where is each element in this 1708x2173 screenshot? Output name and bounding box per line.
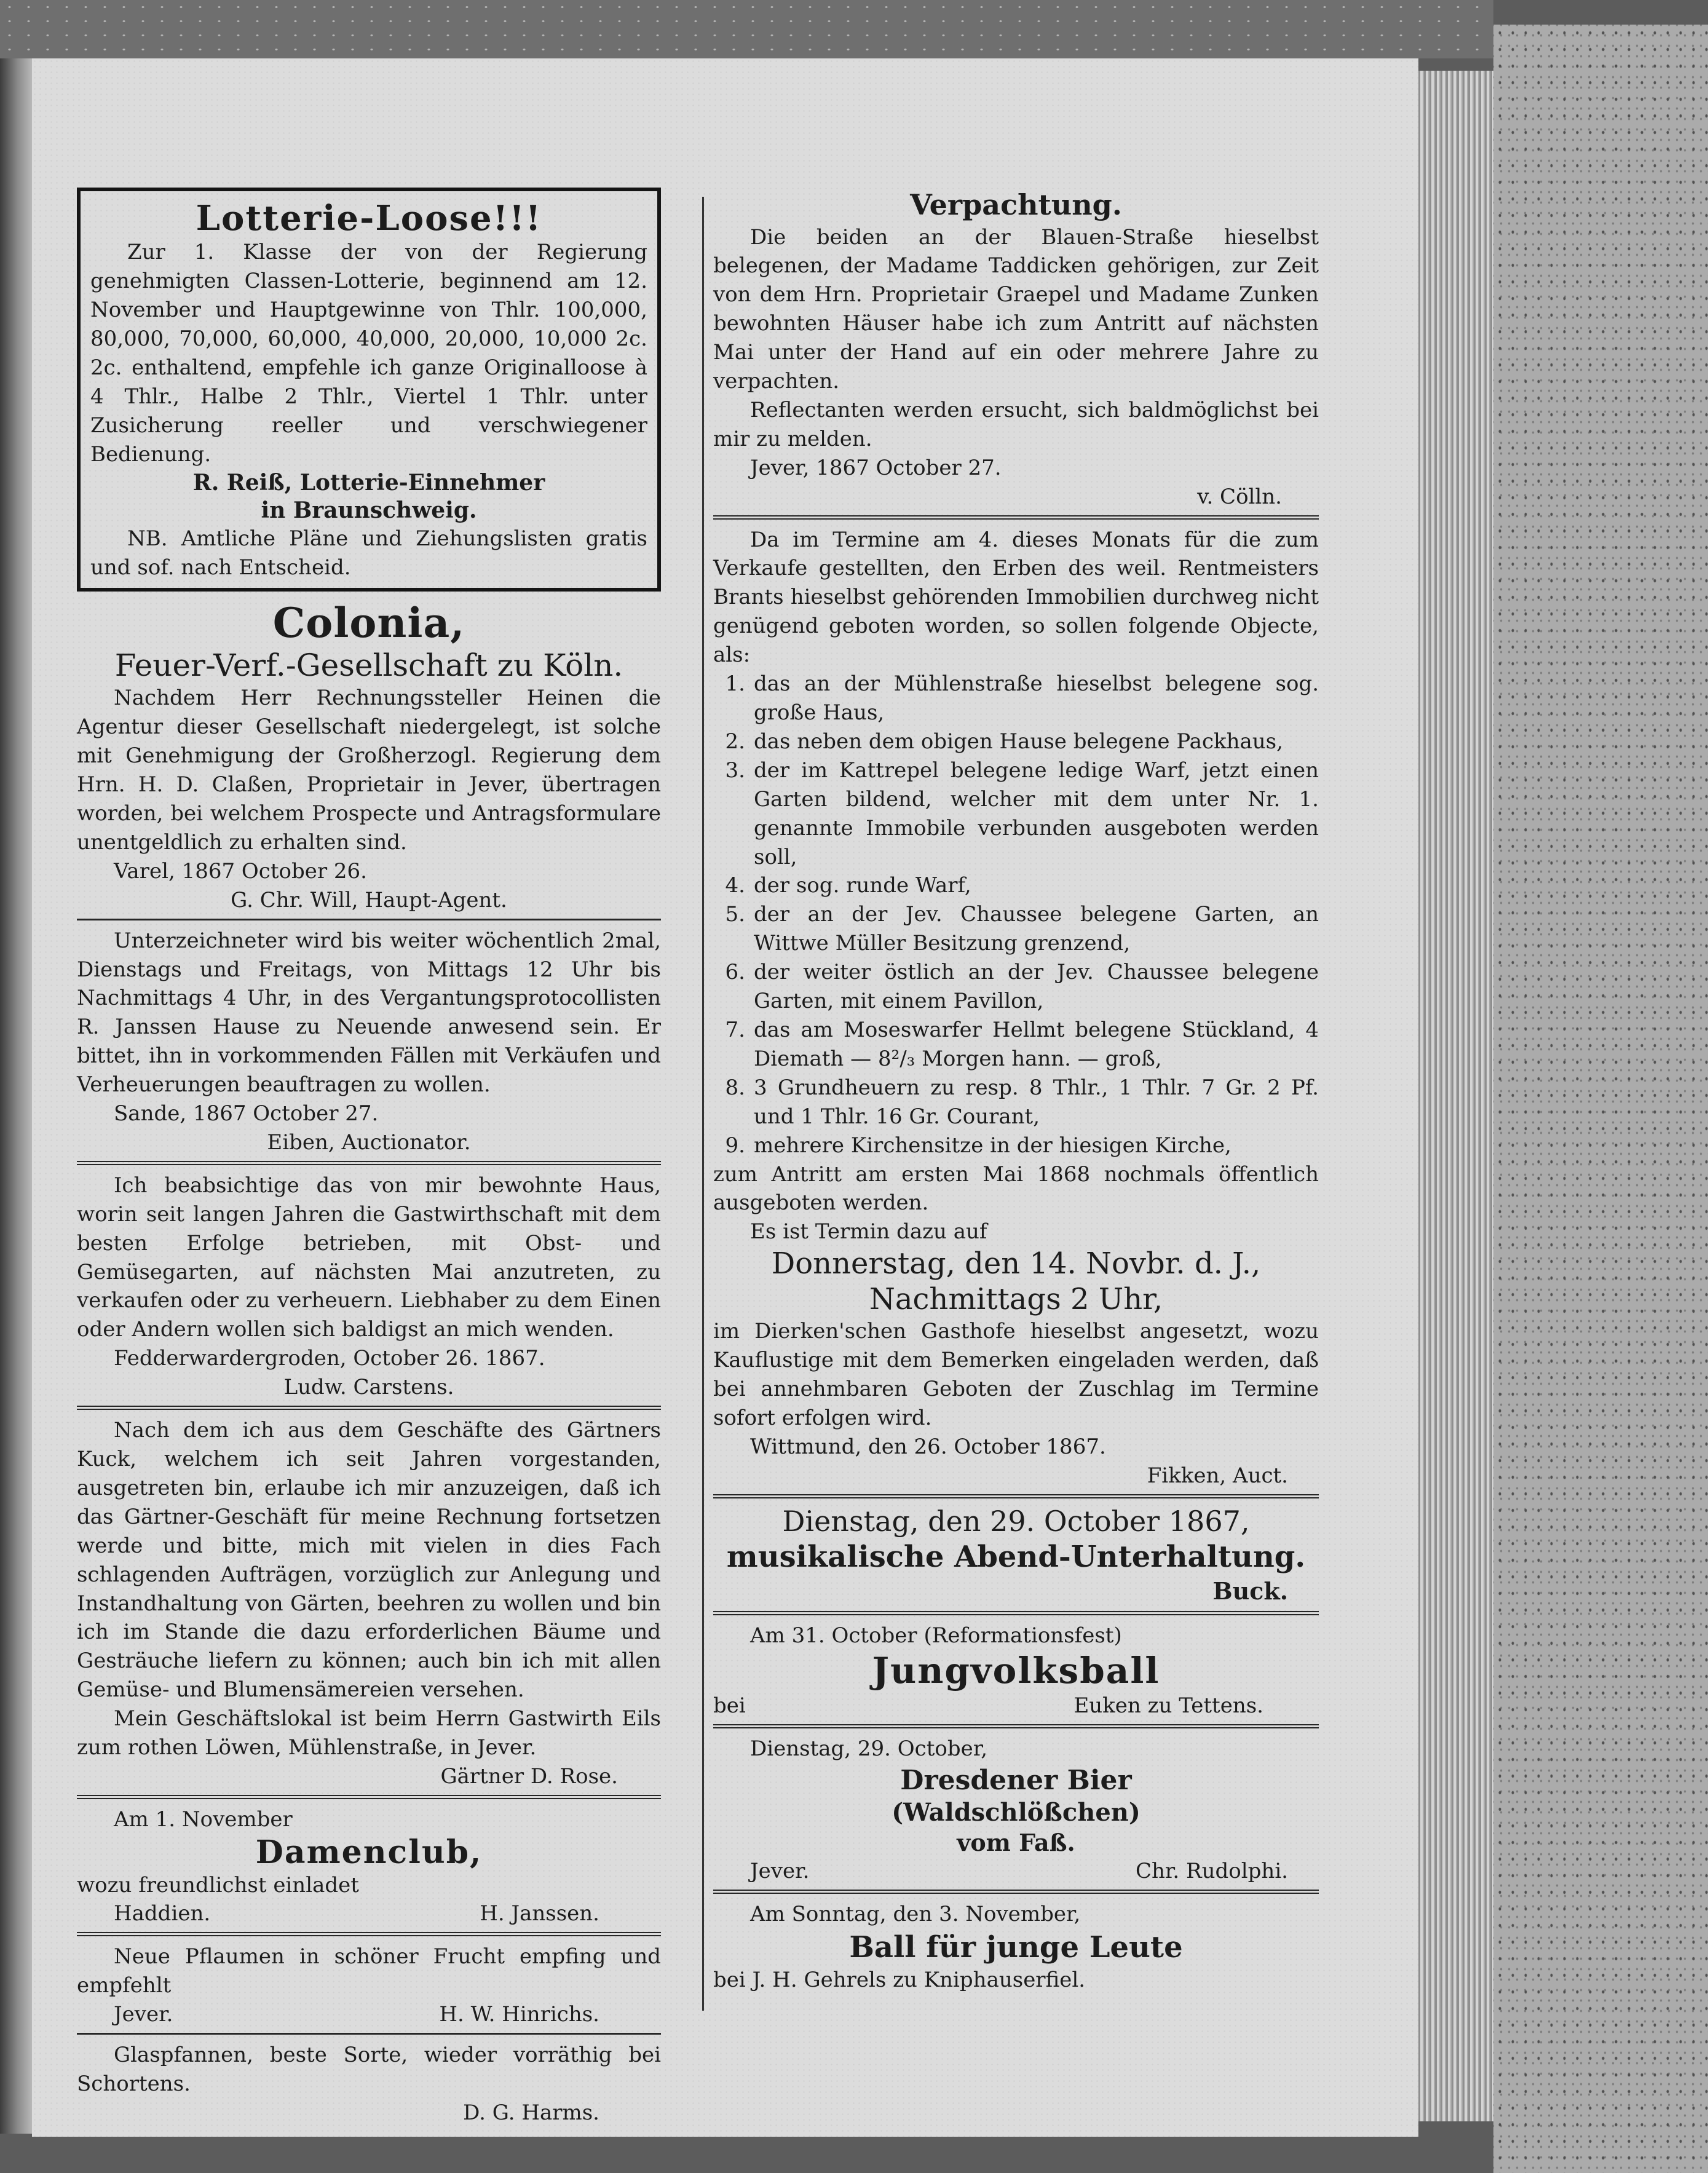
- marbled-cover: [1493, 25, 1708, 2173]
- book-top-edge: [0, 0, 1493, 58]
- buck-date: Dienstag, den 29. October 1867,: [782, 1504, 1250, 1538]
- fikken-dateline: Wittmund, den 26. October 1867.: [750, 1435, 1106, 1460]
- harms-ad: [77, 2041, 661, 2127]
- euken-bei: bei: [713, 1693, 746, 1719]
- damenclub-date: Am 1. November: [114, 1807, 293, 1832]
- fikken-termin: Es ist Termin dazu auf: [750, 1219, 987, 1245]
- rose-signature: Gärtner D. Rose.: [440, 1763, 618, 1789]
- list-item: 3. der im Kattrepel belegene ledige Warf, jetzt einen Garten bildend, welcher mit dem unter Nr. 1. genannte Immobile verbunden ausgeboten werden soll,: [725, 758, 1319, 869]
- rose-ad: [77, 1416, 661, 1799]
- right-column: [713, 188, 1319, 1995]
- harms-signature: D. G. Harms.: [463, 2100, 599, 2125]
- colonia-title: Colonia,: [272, 599, 465, 647]
- hinrichs-ad: [77, 1942, 661, 2035]
- verpachtung-body: Die beiden an der Blauen-Straße hieselbst belegenen, der Madame Taddicken gehörigen, zur Zeit von dem Hrn. Proprietair Graepel und Madame Zunken bewohnten Häuser habe ich zum Antritt auf nächsten Mai unter der Hand auf ein oder mehrere Jahre zu verpachten.: [713, 224, 1319, 394]
- colonia-subtitle: Feuer-Verf.-Gesellschaft zu Köln.: [114, 647, 623, 684]
- carstens-dateline: Fedderwardergroden, October 26. 1867.: [114, 1346, 545, 1371]
- eiben-ad: [77, 927, 661, 1165]
- verpachtung-title: Verpachtung.: [910, 188, 1122, 221]
- list-item: 4. der sog. runde Warf,: [725, 873, 971, 898]
- hinrichs-signature: H. W. Hinrichs.: [439, 2002, 599, 2027]
- damenclub-place: Haddien.: [114, 1901, 211, 1926]
- lotterie-signature-place: in Braunschweig.: [261, 497, 477, 523]
- list-item: 1. das an der Mühlenstraße hieselbst belegene sog. große Haus,: [725, 671, 1319, 725]
- buck-ad: [713, 1505, 1319, 1616]
- fikken-after: zum Antritt am ersten Mai 1868 nochmals öffentlich ausgeboten werden.: [713, 1162, 1319, 1216]
- damenclub-line: wozu freundlichst einladet: [77, 1872, 359, 1898]
- page-fore-edges: [1418, 71, 1493, 2121]
- gehrels-title: Ball für junge Leute: [849, 1930, 1183, 1965]
- fikken-time: Nachmittags 2 Uhr,: [869, 1281, 1163, 1316]
- buck-title: musikalische Abend-Unterhaltung.: [726, 1540, 1306, 1575]
- damenclub-title: Damenclub,: [255, 1833, 483, 1871]
- eiben-dateline: Sande, 1867 October 27.: [114, 1101, 379, 1126]
- verpachtung-body-2: Reflectanten werden ersucht, sich baldmöglichst bei mir zu melden.: [713, 397, 1319, 451]
- buck-signature: Buck.: [1212, 1577, 1288, 1605]
- gehrels-date: Am Sonntag, den 3. November,: [750, 1902, 1081, 1927]
- left-column: [77, 188, 661, 2127]
- colonia-signature: G. Chr. Will, Haupt-Agent.: [231, 887, 507, 912]
- damenclub-ad: [77, 1805, 661, 1937]
- rudolphi-date: Dienstag, 29. October,: [750, 1736, 988, 1761]
- colonia-dateline: Varel, 1867 October 26.: [114, 858, 367, 884]
- euken-title: Jungvolksball: [872, 1650, 1160, 1692]
- lotterie-title: Lotterie-Loose!!!: [196, 198, 542, 239]
- fikken-intro: Da im Termine am 4. dieses Monats für die zum Verkaufe gestellten, den Erben des weil. Rentmeisters Brants hieselbst gehörenden Immobilien durchweg nicht genügend geboten worden, so sollen folgende Objecte, als:: [713, 527, 1319, 668]
- list-item: 7. das am Moseswarfer Hellmt belegene Stückland, 4 Diemath — 8²/₃ Morgen hann. — groß,: [725, 1017, 1319, 1071]
- carstens-ad: [77, 1171, 661, 1410]
- rudolphi-ad: [713, 1735, 1319, 1894]
- colonia-body: Nachdem Herr Rechnungssteller Heinen die Agentur dieser Gesellschaft niedergelegt, ist solche mit Genehmigung der Großherzogl. Regierung dem Hrn. H. D. Claßen, Proprietair in Jever, übertragen worden, bei welchem Prospecte und Antragsformulare unentgeldlich zu erhalten sind.: [77, 686, 661, 855]
- verpachtung-signature: v. Cölln.: [1197, 484, 1282, 509]
- carstens-body: Ich beabsichtige das von mir bewohnte Haus, worin seit langen Jahren die Gastwirthschaft mit dem besten Erfolge betrieben, mit Obst- und Gemüsegarten, auf nächsten Mai anzutreten, zu verkaufen oder zu verheuern. Liebhaber zu dem Einen oder Andern wollen sich baldigst an mich wenden.: [77, 1173, 661, 1342]
- rose-body-2: Mein Geschäftslokal ist beim Herrn Gastwirth Eils zum rothen Löwen, Mühlenstraße, in Jever.: [77, 1706, 661, 1760]
- colonia-ad: [77, 600, 661, 920]
- rudolphi-title: Dresdener Bier: [900, 1764, 1132, 1796]
- rudolphi-subtitle: (Waldschlößchen): [892, 1797, 1141, 1827]
- euken-ad: [713, 1621, 1319, 1728]
- gehrels-line: bei J. H. Gehrels zu Kniphauserfiel.: [713, 1968, 1086, 1993]
- list-item: 8. 3 Grundheuern zu resp. 8 Thlr., 1 Thlr. 7 Gr. 2 Pf. und 1 Thlr. 16 Gr. Courant,: [725, 1075, 1319, 1129]
- rudolphi-subtitle-2: vom Faß.: [957, 1828, 1075, 1856]
- hinrichs-body: Neue Pflaumen in schöner Frucht empfing und empfehlt: [77, 1944, 661, 1998]
- damenclub-signature: H. Janssen.: [480, 1901, 599, 1926]
- lotterie-ad: [77, 188, 661, 592]
- fikken-body: im Dierken'schen Gasthofe hieselbst angesetzt, wozu Kauflustige mit dem Bemerken eingeladen werden, daß bei annehmbaren Geboten der Zuschlag im Termine sofort erfolgen wird.: [713, 1319, 1319, 1431]
- hinrichs-place: Jever.: [114, 2002, 173, 2027]
- fikken-signature: Fikken, Auct.: [1147, 1463, 1288, 1488]
- eiben-body: Unterzeichneter wird bis weiter wöchentlich 2mal, Dienstags und Freitags, von Mittags 12 Uhr bis Nachmittags 4 Uhr, in des Vergantungsprotocollisten R. Janssen Hause zu Neuende anwesend sein. Er bittet, ihn in vorkommenden Fällen mit Verkäufen und Verheuerungen beauftragen zu wollen.: [77, 928, 661, 1098]
- list-item: 2. das neben dem obigen Hause belegene Packhaus,: [725, 729, 1283, 754]
- lotterie-signature: R. Reiß, Lotterie-Einnehmer: [192, 469, 545, 496]
- verpachtung-dateline: Jever, 1867 October 27.: [750, 455, 1002, 480]
- rose-body: Nach dem ich aus dem Geschäfte des Gärtners Kuck, welchem ich seit Jahren vorgestanden, ausgetreten bin, erlaube ich mir anzuzeigen, daß ich das Gärtner-Geschäft für meine Rechnung fortsetzen werde und bitte, mich mit vielen in dies Fach schlagenden Aufträgen, vorzüglich zur Anlegung und Instandhaltung von Gärten, beehren zu wollen und bin ich im Stande die dazu erforderlichen Bäume und Gesträuche liefern zu können; auch bin ich mit allen Gemüse- und Blumensämereien versehen.: [77, 1418, 661, 1703]
- list-item: 5. der an der Jev. Chaussee belegene Garten, an Wittwe Müller Besitzung grenzend,: [725, 902, 1319, 956]
- verpachtung-ad: [713, 188, 1319, 520]
- lotterie-body: Zur 1. Klasse der von der Regierung genehmigten Classen-Lotterie, beginnend am 12. November und Hauptgewinne von Thlr. 100,000, 80,000, 70,000, 60,000, 40,000, 20,000, 10,000 2c. 2c. enthaltend, empfehle ich ganze Originalloose à 4 Thlr., Halbe 2 Thlr., Viertel 1 Thlr. unter Zusicherung reeller und verschwiegener Bedienung.: [90, 240, 647, 467]
- euken-date: Am 31. October (Reformationsfest): [750, 1623, 1122, 1649]
- list-item: 6. der weiter östlich an der Jev. Chaussee belegene Garten, mit einem Pavillon,: [725, 960, 1319, 1014]
- rudolphi-signature: Chr. Rudolphi.: [1136, 1859, 1288, 1884]
- book-gutter: [0, 58, 32, 2134]
- euken-signature: Euken zu Tettens.: [1073, 1693, 1263, 1719]
- eiben-signature: Eiben, Auctionator.: [267, 1130, 471, 1155]
- fikken-date: Donnerstag, den 14. Novbr. d. J.,: [771, 1246, 1261, 1281]
- gehrels-ad: [713, 1900, 1319, 1995]
- rudolphi-place: Jever.: [750, 1859, 810, 1884]
- lotterie-note: NB. Amtliche Pläne und Ziehungslisten gratis und sof. nach Entscheid.: [90, 526, 647, 580]
- column-divider: [702, 197, 704, 2011]
- fikken-ad: [713, 526, 1319, 1498]
- harms-body: Glaspfannen, beste Sorte, wieder vorräthig bei Schortens.: [77, 2043, 661, 2097]
- list-item: 9. mehrere Kirchensitze in der hiesigen Kirche,: [725, 1133, 1232, 1158]
- carstens-signature: Ludw. Carstens.: [283, 1375, 454, 1400]
